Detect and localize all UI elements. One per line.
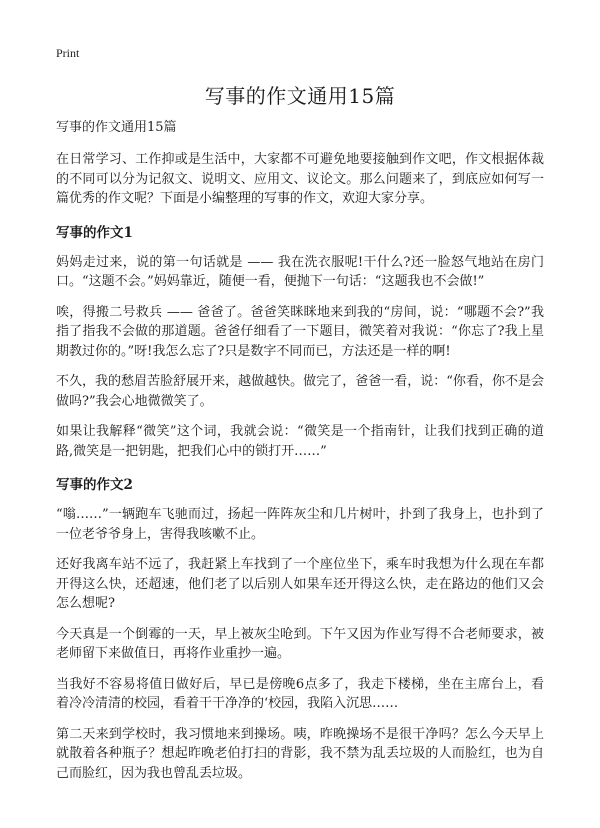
section-heading-2: 写事的作文2: [56, 477, 133, 493]
section-1-paragraph-4: 如果让我解释“微笑”这个词，我就会说：“微笑是一个指南针，让我们找到正确的道路,微笑是一把钥匙，把我们心中的锁打开……”: [56, 424, 544, 459]
document-subtitle: 写事的作文通用15篇: [56, 120, 177, 135]
print-link[interactable]: Print: [56, 46, 80, 60]
intro-paragraph: 在日常学习、工作抑或是生活中，大家都不可避免地要接触到作文吧，作文根据体裁的不同可以分为记叙文、说明文、应用文、议论文。那么问题来了，到底应如何写一篇优秀的作文呢？下面是小编整理的写事的作文，欢迎大家分享。: [56, 152, 544, 206]
section-1-paragraph-2: 唉，得搬二号救兵 —— 爸爸了。爸爸笑眯眯地来到我的“房间，说：“哪题不会?”我指了指我不会做的那道题。爸爸仔细看了一下题目，微笑着对我说：“你忘了?我上星期教过你的。”呀!我怎么忘了?只是数字不同而已，方法还是一样的啊!: [56, 304, 544, 359]
section-2-paragraph-4: 当我好不容易将值日做好后，早已是傍晚6点多了，我走下楼梯，坐在主席台上，看着冷冷清清的校园，看着干干净净的‘校园，我陷入沉思……: [56, 676, 544, 711]
section-2-paragraph-2: 还好我离车站不远了，我赶紧上车找到了一个座位坐下，乘车时我想为什么现在车都开得这么快，还超速，他们老了以后别人如果车还开得这么快，走在路边的他们又会怎么想呢?: [56, 557, 544, 611]
section-heading-1: 写事的作文1: [56, 224, 133, 241]
section-1-paragraph-3: 不久，我的愁眉苦脸舒展开来，越做越快。做完了，爸爸一看，说：“你看，你不是会做吗?”我会心地微微笑了。: [56, 374, 544, 409]
document-title: 写事的作文通用15篇: [204, 84, 396, 108]
section-2-paragraph-5: 第二天来到学校时，我习惯地来到操场。咦，昨晚操场不是很干净吗？怎么今天早上就散着各种瓶子？想起昨晚老伯打扫的背影，我不禁为乱丢垃圾的人而脸红，也为自己而脸红，因为我也曾乱丢垃圾。: [56, 726, 544, 781]
section-2-paragraph-3: 今天真是一个倒霉的一天，早上被灰尘呛到。下午又因为作业写得不合老师要求，被老师留下来做值日，再将作业重抄一遍。: [56, 626, 544, 661]
section-1-paragraph-1: 妈妈走过来，说的第一句话就是 —— 我在洗衣服呢!干什么?还一脸怒气地站在房门口。“这题不会。”妈妈靠近，随便一看，便抛下一句话：“这题我也不会做!”: [56, 254, 544, 289]
document-body: [56, 118, 544, 794]
section-2-paragraph-1: “嗡……”一辆跑车飞驰而过，扬起一阵阵灰尘和几片树叶，扑到了我身上，也扑到了一位老爷爷身上，害得我咳嗽不止。: [56, 507, 544, 542]
